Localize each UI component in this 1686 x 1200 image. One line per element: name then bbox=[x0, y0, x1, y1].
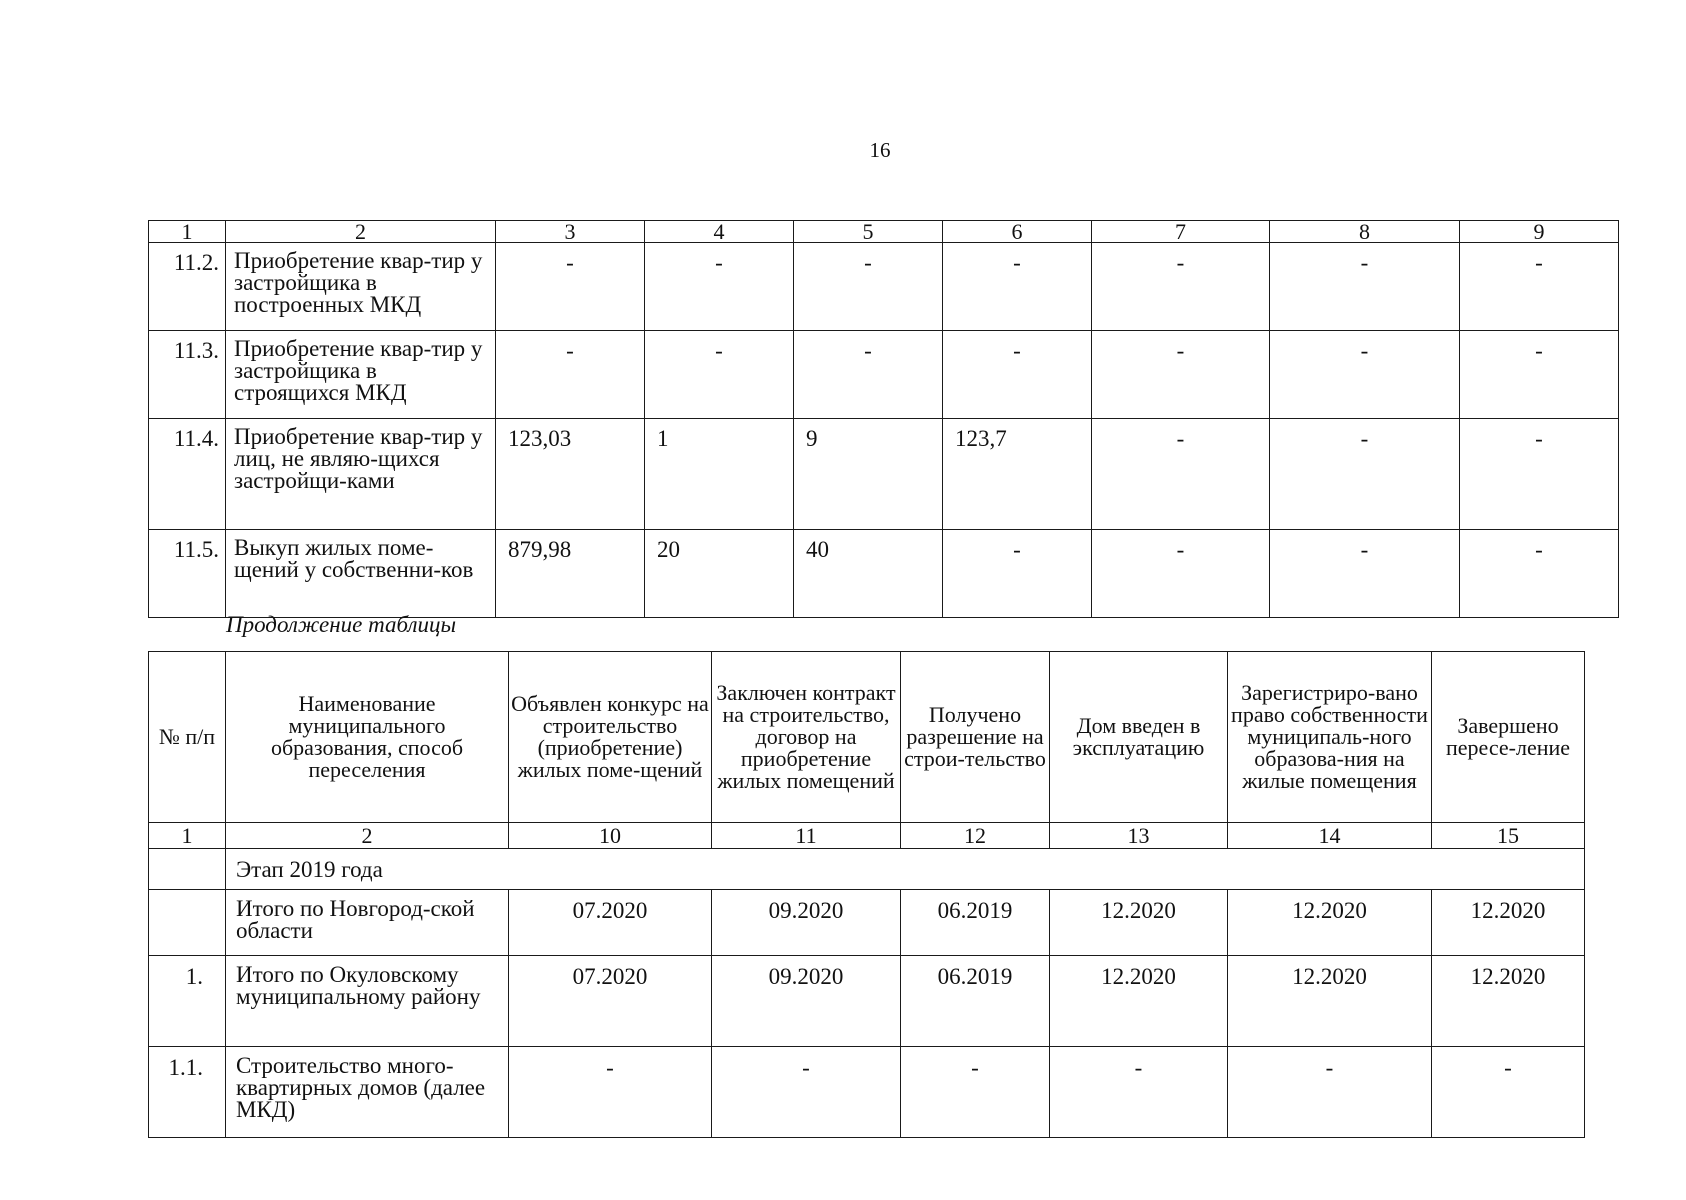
column-number: 1 bbox=[149, 823, 226, 849]
cell-value: - bbox=[794, 243, 943, 331]
cell-value: 12.2020 bbox=[1050, 890, 1228, 956]
row-name: Приобретение квар-тир у застройщика в построенных МКД bbox=[226, 243, 496, 331]
cell-value: - bbox=[1270, 530, 1460, 618]
cell-value: - bbox=[943, 243, 1092, 331]
row-number bbox=[149, 890, 226, 956]
row-number: 1.1. bbox=[149, 1047, 226, 1138]
cell-value: 40 bbox=[794, 530, 943, 618]
cell-value: 1 bbox=[645, 419, 794, 530]
column-header: Дом введен в эксплуатацию bbox=[1050, 652, 1228, 823]
continuation-label: Продолжение таблицы bbox=[226, 612, 457, 637]
cell-value: 123,7 bbox=[943, 419, 1092, 530]
column-number: 9 bbox=[1460, 221, 1619, 243]
cell-value: 12.2020 bbox=[1050, 956, 1228, 1047]
column-number: 10 bbox=[509, 823, 712, 849]
cell-value: - bbox=[1460, 530, 1619, 618]
cell-value: 06.2019 bbox=[901, 956, 1050, 1047]
column-number: 14 bbox=[1228, 823, 1432, 849]
cell-value: - bbox=[1092, 419, 1270, 530]
cell-value: - bbox=[1270, 419, 1460, 530]
table-row bbox=[149, 1047, 1585, 1138]
cell-value: 09.2020 bbox=[712, 956, 901, 1047]
cell-value: 07.2020 bbox=[509, 890, 712, 956]
column-number: 6 bbox=[943, 221, 1092, 243]
page-number: 16 bbox=[869, 138, 891, 162]
table-row bbox=[149, 419, 1619, 530]
row-number: 11.3. bbox=[149, 331, 226, 419]
cell-value: - bbox=[1228, 1047, 1432, 1138]
stage-label: Этап 2019 года bbox=[226, 849, 1585, 890]
column-number: 11 bbox=[712, 823, 901, 849]
cell-value: 879,98 bbox=[496, 530, 645, 618]
cell-value: 12.2020 bbox=[1432, 956, 1585, 1047]
cell-value: 12.2020 bbox=[1228, 890, 1432, 956]
column-number: 2 bbox=[226, 823, 509, 849]
cell-value: 20 bbox=[645, 530, 794, 618]
cell-value: - bbox=[1050, 1047, 1228, 1138]
header-row bbox=[149, 652, 1585, 823]
row-name: Итого по Окуловскому муниципальному району bbox=[226, 956, 509, 1047]
cell-value: 12.2020 bbox=[1432, 890, 1585, 956]
column-number: 1 bbox=[149, 221, 226, 243]
cell-value: - bbox=[645, 331, 794, 419]
column-number: 7 bbox=[1092, 221, 1270, 243]
column-number: 12 bbox=[901, 823, 1050, 849]
cell-value: - bbox=[1432, 1047, 1585, 1138]
cell-value: - bbox=[943, 530, 1092, 618]
row-number: 11.4. bbox=[149, 419, 226, 530]
column-number: 5 bbox=[794, 221, 943, 243]
column-number: 8 bbox=[1270, 221, 1460, 243]
cell-value: 07.2020 bbox=[509, 956, 712, 1047]
column-header: Завершено пересе-ление bbox=[1432, 652, 1585, 823]
cell-value: - bbox=[901, 1047, 1050, 1138]
cell-value: - bbox=[496, 243, 645, 331]
cell-value: - bbox=[1270, 331, 1460, 419]
column-header: Наименование муниципального образования, способ переселения bbox=[226, 652, 509, 823]
cell-value: - bbox=[712, 1047, 901, 1138]
row-name: Строительство много-квартирных домов (далее МКД) bbox=[226, 1047, 509, 1138]
cell-value: - bbox=[509, 1047, 712, 1138]
column-number: 4 bbox=[645, 221, 794, 243]
table-top bbox=[148, 220, 1619, 618]
column-header: Зарегистриро-вано право собственности муниципаль-ного образова-ния на жилые помещения bbox=[1228, 652, 1432, 823]
cell-value: - bbox=[1270, 243, 1460, 331]
column-number: 3 bbox=[496, 221, 645, 243]
cell-value: 12.2020 bbox=[1228, 956, 1432, 1047]
column-header: Получено разрешение на строи-тельство bbox=[901, 652, 1050, 823]
row-name: Итого по Новгород-ской области bbox=[226, 890, 509, 956]
cell-value: - bbox=[1460, 331, 1619, 419]
cell-value: - bbox=[496, 331, 645, 419]
column-header: Заключен контракт на строительство, договор на приобретение жилых помещений bbox=[712, 652, 901, 823]
cell-value: 9 bbox=[794, 419, 943, 530]
column-number-row bbox=[149, 823, 1585, 849]
cell-value: 06.2019 bbox=[901, 890, 1050, 956]
row-name: Выкуп жилых поме-щений у собственни-ков bbox=[226, 530, 496, 618]
row-number: 11.5. bbox=[149, 530, 226, 618]
table-row bbox=[149, 331, 1619, 419]
table-row bbox=[149, 890, 1585, 956]
table-bottom bbox=[148, 651, 1585, 1138]
row-number: 11.2. bbox=[149, 243, 226, 331]
cell-value: - bbox=[645, 243, 794, 331]
cell-value: - bbox=[794, 331, 943, 419]
column-number-row bbox=[149, 221, 1619, 243]
cell-value: - bbox=[1092, 530, 1270, 618]
column-header: № п/п bbox=[149, 652, 226, 823]
column-header: Объявлен конкурс на строительство (приобретение) жилых поме-щений bbox=[509, 652, 712, 823]
cell-value: - bbox=[943, 331, 1092, 419]
cell-value: - bbox=[1460, 243, 1619, 331]
stage-row bbox=[149, 849, 1585, 890]
row-name: Приобретение квар-тир у лиц, не являю-щихся застройщи-ками bbox=[226, 419, 496, 530]
cell-value: - bbox=[1092, 243, 1270, 331]
cell-value: - bbox=[1460, 419, 1619, 530]
row-number: 1. bbox=[149, 956, 226, 1047]
row-name: Приобретение квар-тир у застройщика в строящихся МКД bbox=[226, 331, 496, 419]
table-row bbox=[149, 243, 1619, 331]
column-number: 2 bbox=[226, 221, 496, 243]
cell-value: 09.2020 bbox=[712, 890, 901, 956]
column-number: 13 bbox=[1050, 823, 1228, 849]
cell-value: 123,03 bbox=[496, 419, 645, 530]
table-row bbox=[149, 956, 1585, 1047]
cell-value: - bbox=[1092, 331, 1270, 419]
column-number: 15 bbox=[1432, 823, 1585, 849]
table-row bbox=[149, 530, 1619, 618]
stage-number-cell bbox=[149, 849, 226, 890]
